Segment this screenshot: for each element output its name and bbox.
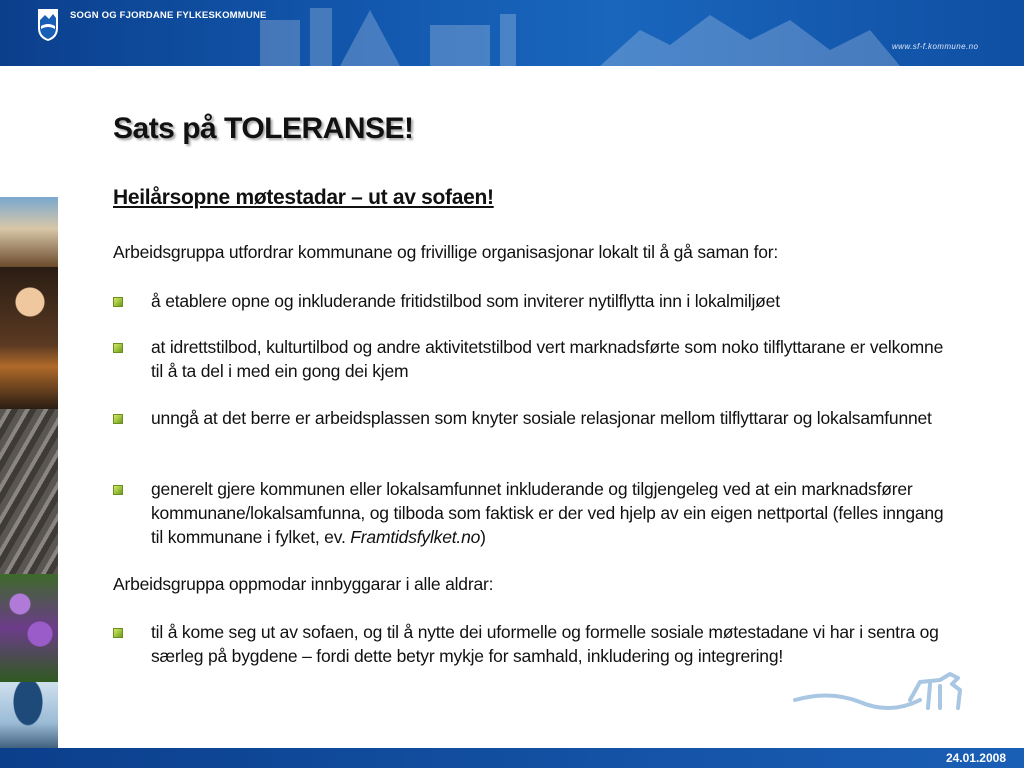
slide-subtitle: Heilårsopne møtestadar – ut av sofaen!: [113, 186, 494, 209]
landscape-silhouette-decoration: [600, 0, 900, 66]
photo-strip: [0, 197, 58, 750]
bullet-square-icon: [113, 343, 123, 353]
website-link[interactable]: www.sf-f.kommune.no: [892, 42, 979, 51]
intro-paragraph: Arbeidsgruppa utfordrar kommunane og frivillige organisasjonar lokalt til å gå saman for:: [113, 242, 779, 262]
bullet-text: unngå at det berre er arbeidsplassen som knyter sosiale relasjonar mellom tilflyttarar og lokalsamfunnet: [151, 408, 932, 428]
slide-date: 24.01.2008: [945, 751, 1006, 765]
bullet-text-main: generelt gjere kommunen eller lokalsamfunnet inkluderande og tilgjengeleg ved at ein marknadsfører kommunane/lokalsamfunna, og tilboda som faktisk er der ved hjelp av ein eigen nettportal (felles inngang til kommunane i fylket, ev.: [151, 479, 944, 547]
wood-carving-photo: [0, 409, 58, 574]
violinist-photo: [0, 267, 58, 409]
second-intro-paragraph: Arbeidsgruppa oppmodar innbyggarar i alle aldrar:: [113, 574, 494, 594]
bullet-text: til å kome seg ut av sofaen, og til å nytte dei uformelle og formelle sosiale møtestadane vi har i sentra og særleg på bygdene – fordi dette betyr mykje for samhald, inkludering og integrering!: [151, 622, 939, 666]
bullet-text: [151, 477, 951, 549]
horse-line-art-decoration: [790, 660, 990, 720]
bullet-square-icon: [113, 485, 123, 495]
bullet-square-icon: [113, 414, 123, 424]
bullet-square-icon: [113, 628, 123, 638]
foxglove-flowers-photo: [0, 574, 58, 682]
footer-bar: [0, 748, 1024, 768]
slide-title: Sats på TOLERANSE!: [113, 112, 414, 145]
mountain-photo: [0, 197, 58, 267]
bullet-text: å etablere opne og inkluderande fritidstilbod som inviterer nytilflytta inn i lokalmiljøet: [151, 291, 780, 311]
building-silhouette-decoration: [240, 0, 560, 66]
header-banner: [0, 0, 1024, 66]
bullet-text-end: ): [480, 527, 486, 547]
portal-name: Framtidsfylket.no: [350, 527, 481, 547]
bullet-square-icon: [113, 297, 123, 307]
tree-silhouette-photo: [0, 682, 58, 750]
bullet-text: at idrettstilbod, kulturtilbod og andre aktivitetstilbod vert marknadsførte som noko tilflyttarane er velkomne til å ta del i med ein gong dei kjem: [151, 337, 944, 381]
organization-name: SOGN OG FJORDANE FYLKESKOMMUNE: [70, 10, 267, 21]
county-shield-logo: [37, 8, 59, 42]
